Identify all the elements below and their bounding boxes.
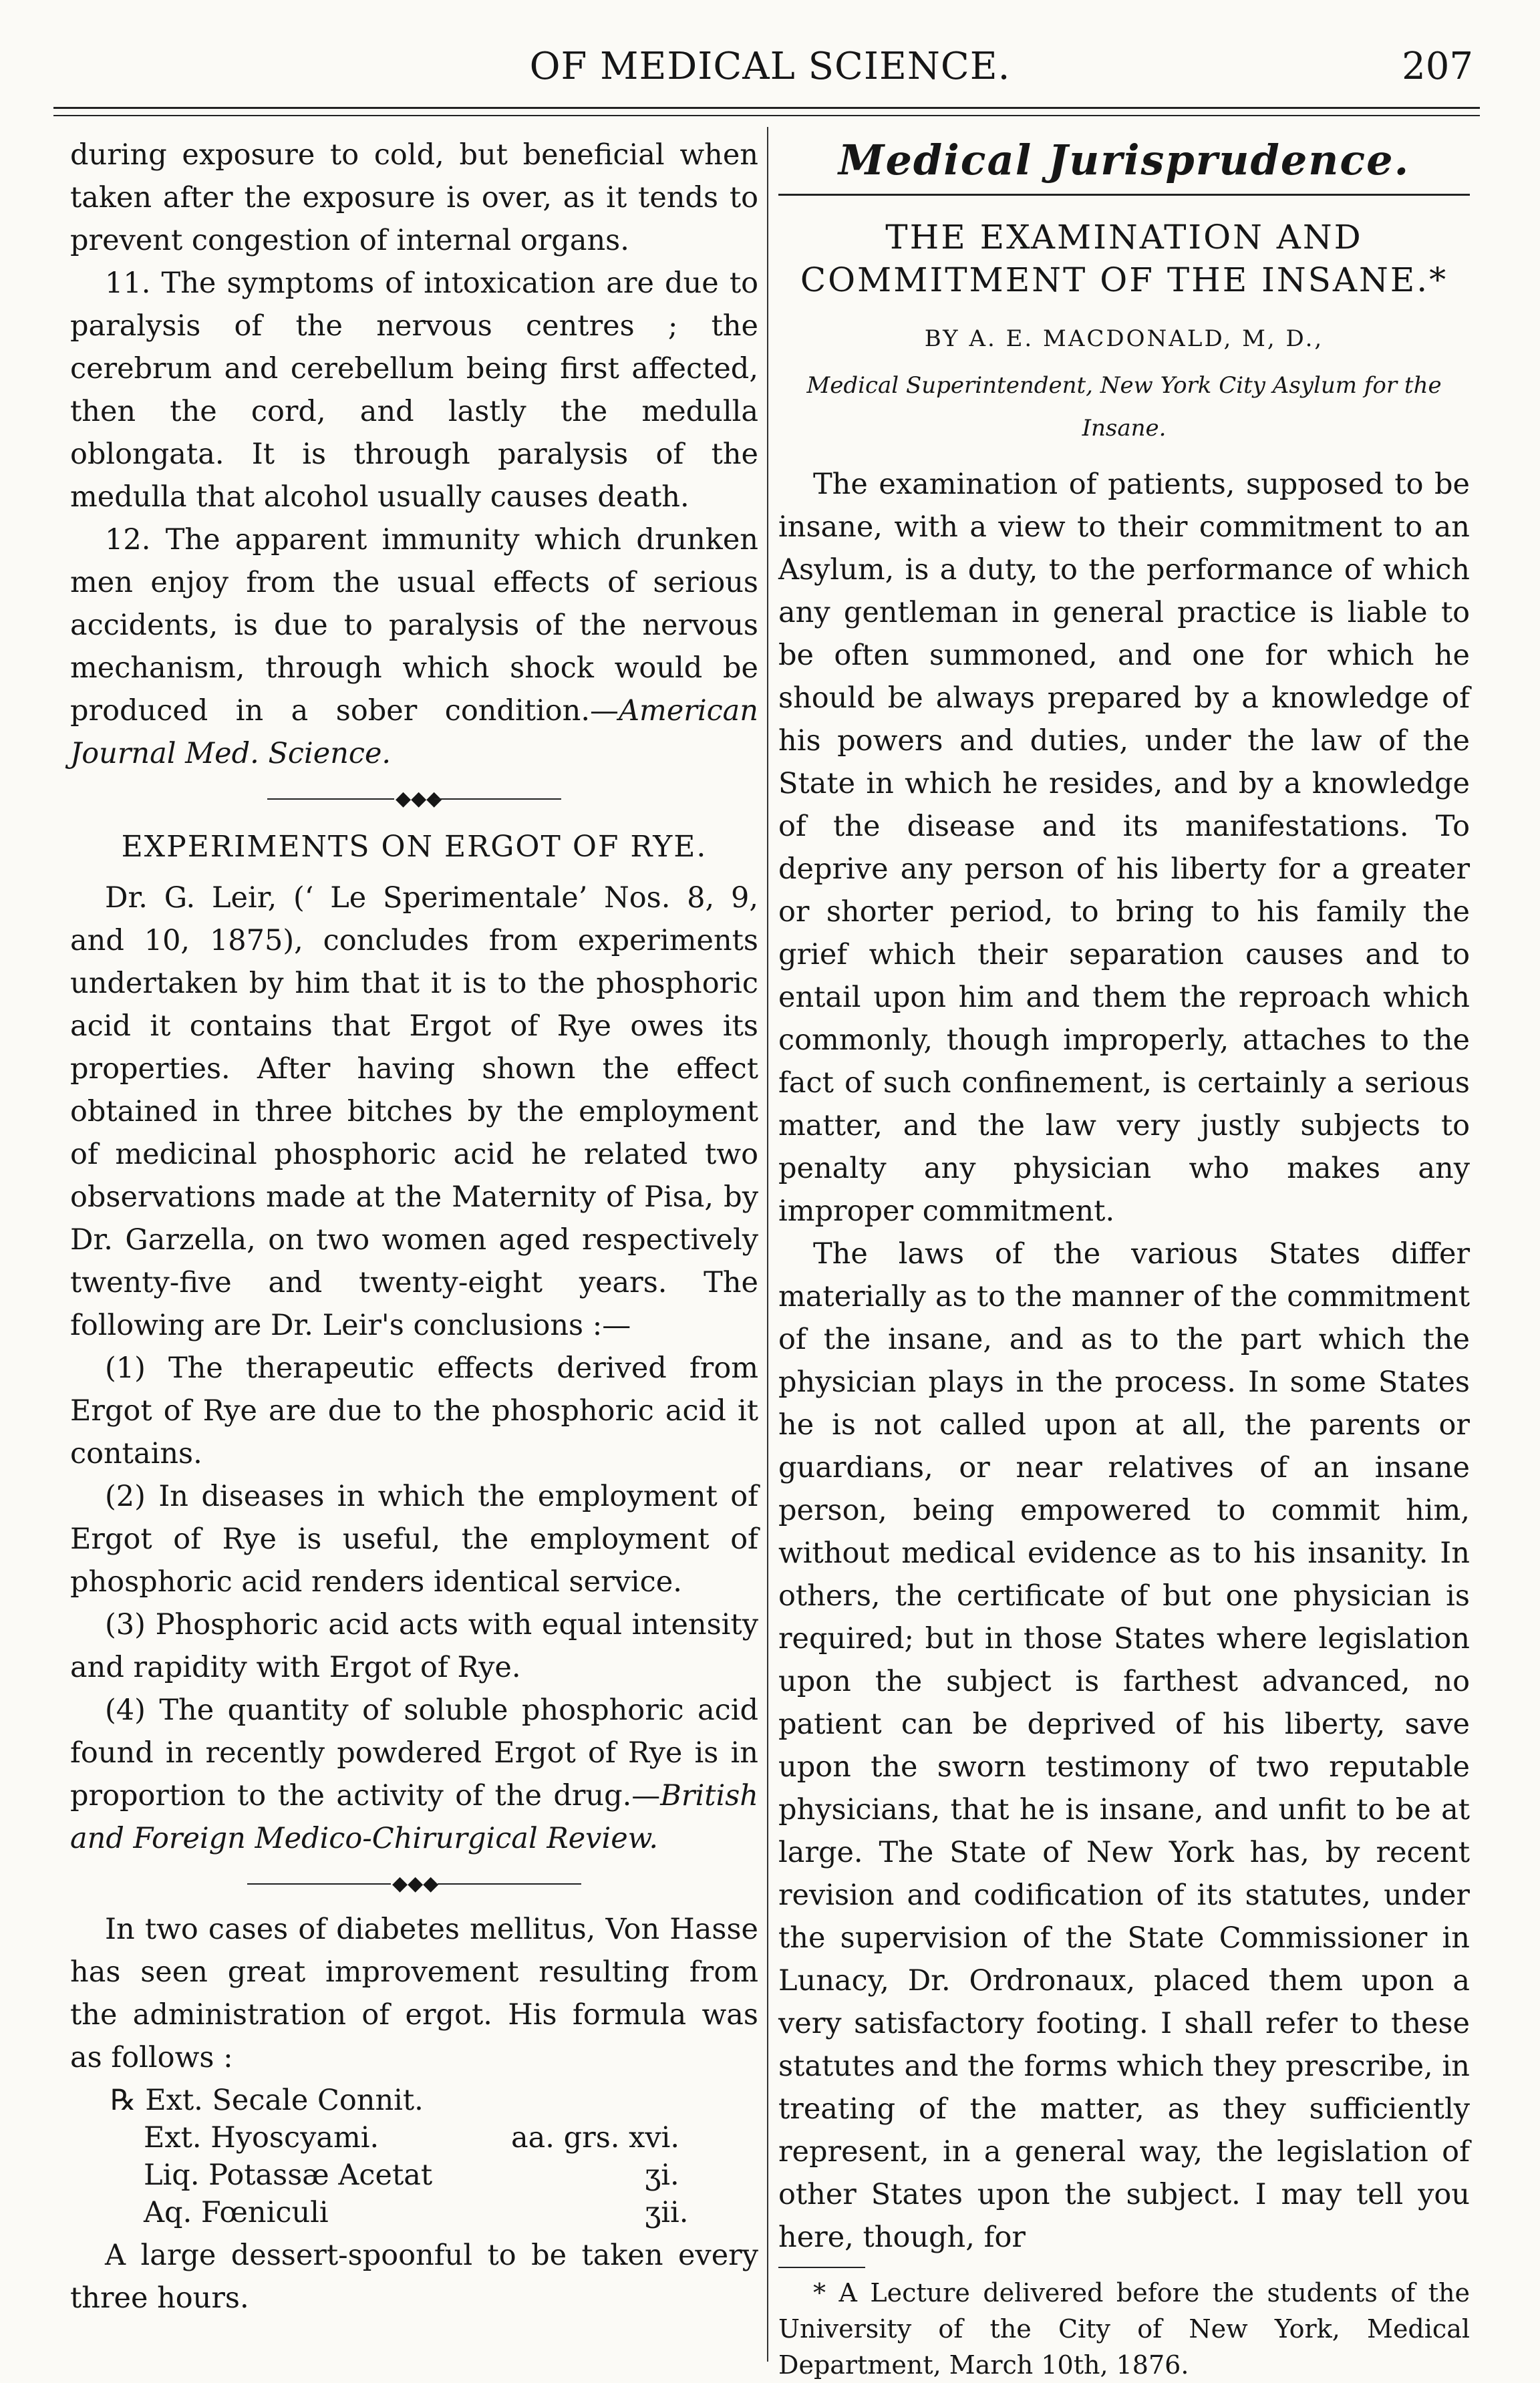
ornament-glyph: ◆◆◆ — [396, 787, 442, 810]
article-paragraph-2: The laws of the various States differ materially as to the manner of the commitment of the insane, and as to the part which the physician plays in the process. In some States he is not called upon at all, the parents or guardians, or near relatives of an insane person, being empowered to commit him, without medical evidence as to his insanity. In others, the certificate of but one physician is required; but in those States where legislation upon the subject is farthest advanced, no patient can be deprived of his liberty, save upon the sworn testimony of two reputable physicians, that he is insane, and unfit to be at large. The State of New York has, by recent revision and codification of its statutes, under the supervision of the State Commissioner in Lunacy, Dr. Ordronaux, placed them upon a very satisfactory footing. I shall refer to these statutes and the forms which they prescribe, in treating of the matter, as they sufficiently represent, in a general way, the legislation of other States upon the subject. I may tell you here, though, for — [778, 1237, 1470, 2254]
ornamental-rule — [267, 784, 561, 814]
section-rule — [778, 194, 1470, 196]
formula-row — [70, 2157, 758, 2194]
formula-ingredient: Liq. Potassæ Acetat — [144, 2159, 433, 2192]
formula-quantity: ʒi. — [645, 2159, 679, 2192]
formula-row — [70, 2119, 758, 2157]
formula-quantity: ʒii. — [645, 2196, 689, 2229]
formula-ingredient: Aq. Fœniculi — [144, 2196, 329, 2229]
formula-row — [70, 2082, 758, 2119]
footnote: * A Lecture delivered before the students of the University of the City of New York, Medical Department, March 10th, 1876. — [778, 2278, 1470, 2380]
dosage-instruction: A large dessert-spoonful to be taken every three hours. — [70, 2239, 758, 2315]
conclusion-text: (4) The quantity of soluble phosphoric acid found in recently powdered Ergot of Rye is in proportion to the activity of the drug.— — [70, 1694, 758, 1812]
column-divider — [767, 127, 768, 2362]
article-paragraph-1: The examination of patients, supposed to be insane, with a view to their commitment to an Asylum, is a duty, to the performance of which any gentleman in general practice is liable to be often summoned, and one for which he should be always prepared by a knowledge of his powers and duties, under the law of the State in which he resides, and by a knowledge of the disease and its manifestations. To deprive any person of his liberty for a greater or shorter period, to bring to his family the grief which their separation causes and to entail upon him and them the reproach which commonly, though improperly, attaches to the fact of such confinement, is certainly a serious matter, and the law very justly subjects to penalty any physician who makes any improper commitment. — [778, 468, 1470, 1228]
diabetes-paragraph: In two cases of diabetes mellitus, Von Hasse has seen great improvement resulting from the administration of ergot. His formula was as follows : — [70, 1913, 758, 2074]
section-heading-ergot: EXPERIMENTS ON ERGOT OF RYE. — [121, 830, 708, 864]
ornament-glyph: ◆◆◆ — [392, 1872, 439, 1895]
citation-source: British and Foreign Medico-Chirurgical Review. — [70, 1779, 758, 1855]
header-rule — [53, 107, 1480, 109]
paragraph-text: The symptoms of intoxication are due to paralysis of the nervous centres ; the cerebrum and cerebellum being first affected, then the cord, and lastly the medulla oblongata. It is through paralysis of the medulla that alcohol usually causes death. — [70, 267, 759, 514]
formula-quantity: aa. grs. xvi. — [511, 2121, 680, 2155]
author-byline: BY A. E. MACDONALD, M, D., — [924, 325, 1324, 352]
citation-source: American Journal Med. Science. — [70, 694, 758, 770]
paragraph-12 — [70, 518, 758, 775]
running-title: OF MEDICAL SCIENCE. — [529, 45, 1011, 88]
author-affiliation: Medical Superintendent, New York City Asylum for the Insane. — [806, 372, 1442, 442]
footnote-rule — [778, 2267, 865, 2268]
right-column — [778, 134, 1470, 2380]
paragraph-number: 12. — [105, 523, 151, 557]
paragraph-continued: during exposure to cold, but beneficial when taken after the exposure is over, as it tends to prevent congestion of internal organs. — [70, 138, 758, 257]
header-rule-thin — [53, 115, 1480, 116]
ergot-intro-paragraph: Dr. G. Leir, (‘ Le Sperimentale’ Nos. 8, 9, and 10, 1875), concludes from experiments undertaken by him that it is to the phosphoric acid it contains that Ergot of Rye owes its properties. After having shown the effect obtained in three bitches by the employment of medicinal phosphoric acid he related two observations made at the Maternity of Pisa, by Dr. Garzella, on two women aged respectively twenty-five and twenty-eight years. The following are Dr. Leir's conclusions :— — [70, 881, 758, 1342]
formula-ingredient: ℞ Ext. Secale Connit. — [110, 2084, 424, 2117]
section-title-medical-jurisprudence: Medical Jurisprudence. — [838, 136, 1410, 184]
running-head — [40, 37, 1500, 90]
paragraph-text: The apparent immunity which drunken men enjoy from the usual effects of serious accidents, is due to paralysis of the nervous mechanism, through which shock would be produced in a sober condition.— — [70, 523, 758, 728]
conclusion-3: (3) Phosphoric acid acts with equal intensity and rapidity with Ergot of Rye. — [70, 1608, 758, 1684]
conclusion-2: (2) In diseases in which the employment of Ergot of Rye is useful, the employment of phosphoric acid renders identical service. — [70, 1480, 758, 1599]
page-number: 207 — [1402, 45, 1473, 88]
paragraph-11 — [70, 262, 758, 518]
prescription-formula — [70, 2082, 758, 2231]
ornamental-rule — [247, 1869, 581, 1899]
paragraph-number: 11. — [105, 267, 151, 300]
article-title: THE EXAMINATION AND COMMITMENT OF THE INSANE.* — [800, 218, 1448, 299]
formula-ingredient: Ext. Hyoscyami. — [144, 2121, 379, 2155]
formula-row — [70, 2194, 758, 2231]
conclusion-1: (1) The therapeutic effects derived from Ergot of Rye are due to the phosphoric acid it contains. — [70, 1352, 758, 1470]
left-column — [70, 134, 758, 2355]
conclusion-4 — [70, 1689, 758, 1860]
